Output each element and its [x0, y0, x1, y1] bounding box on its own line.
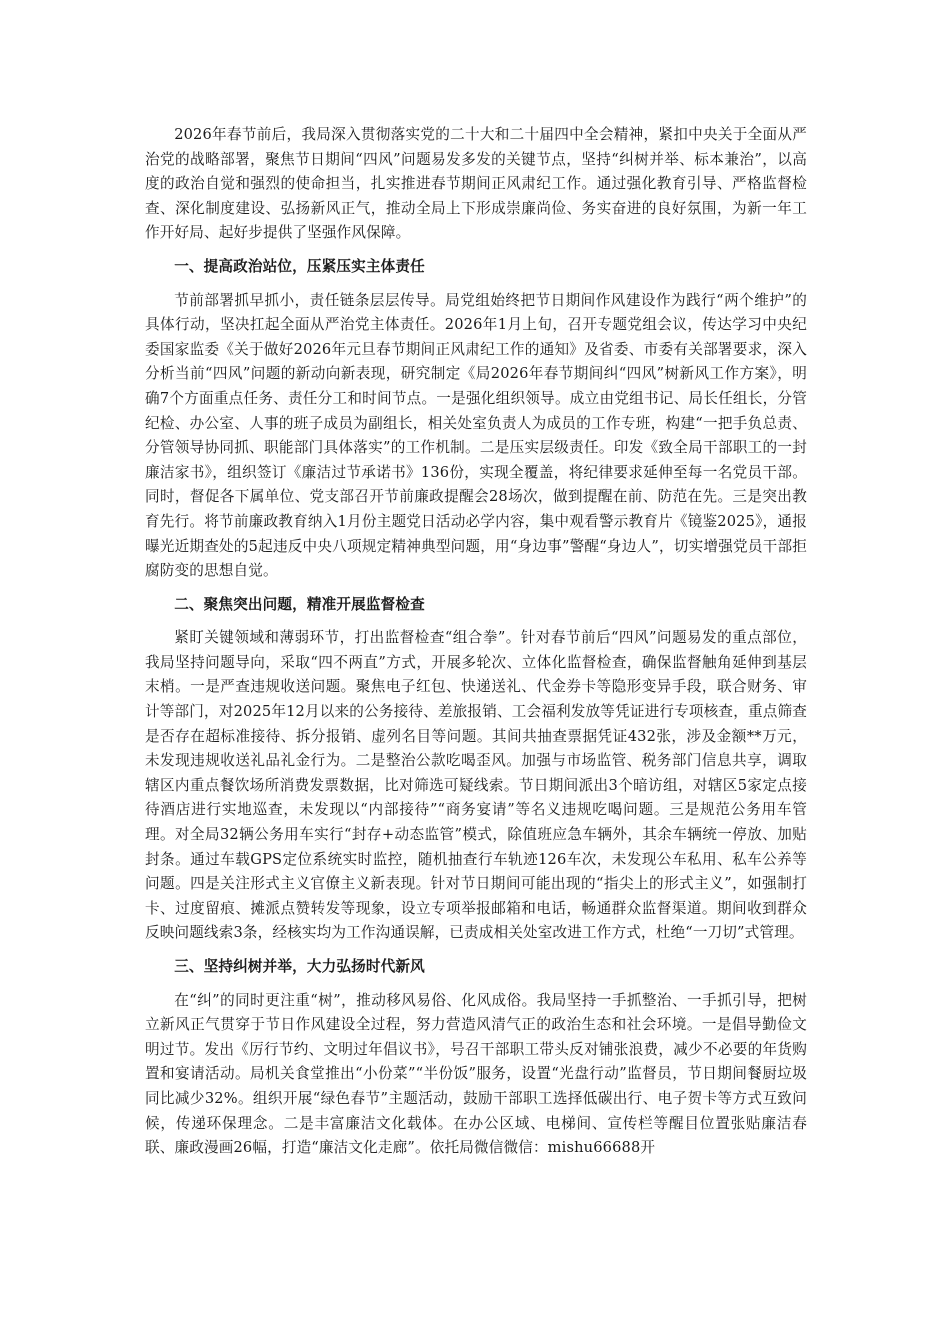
intro-paragraph: 2026年春节前后，我局深入贯彻落实党的二十大和二十届四中全会精神，紧扣中央关于全面从严治党的战略部署，聚焦节日期间“四风”问题易发多发的关键节点，坚持“纠树并举、标本兼治”，以高度的政治自觉和强烈的使命担当，扎实推进春节期间正风肃纪工作。通过强化教育引导、严格监督检查、深化制度建设、弘扬新风正气，推动全局上下形成崇廉尚俭、务实奋进的良好氛围，为新一年工作开好局、起好步提供了坚强作风保障。 — [145, 126, 807, 242]
document-body — [145, 123, 807, 1161]
section-3-heading: 三、坚持纠树并举，大力弘扬时代新风 — [174, 958, 425, 975]
section-3-paragraph: 在“纠”的同时更注重“树”，推动移风易俗、化风成俗。我局坚持一手抓整治、一手抓引导，把树立新风正气贯穿于节日作风建设全过程，努力营造风清气正的政治生态和社会环境。一是倡导勤俭文明过节。发出《厉行节约、文明过年倡议书》，号召干部职工带头反对铺张浪费，减少不必要的年货购置和宴请活动。局机关食堂推出“小份菜”“半份饭”服务，设置“光盘行动”监督员，节日期间餐厨垃圾同比减少32%。组织开展“绿色春节”主题活动，鼓励干部职工选择低碳出行、电子贺卡等方式互致问候，传递环保理念。二是丰富廉洁文化载体。在办公区域、电梯间、宣传栏等醒目位置张贴廉洁春联、廉政漫画26幅，打造“廉洁文化走廊”。依托局微信微信：mishu66688开 — [145, 991, 807, 1157]
section-1-paragraph: 节前部署抓早抓小，责任链条层层传导。局党组始终把节日期间作风建设作为践行“两个维护”的具体行动，坚决扛起全面从严治党主体责任。2026年1月上旬，召开专题党组会议，传达学习中央纪委国家监委《关于做好2026年元旦春节期间正风肃纪工作的通知》及省委、市委有关部署要求，深入分析当前“四风”问题的新动向新表现，研究制定《局2026年春节期间纠“四风”树新风工作方案》，明确7个方面重点任务、责任分工和时间节点。一是强化组织领导。成立由党组书记、局长任组长，分管纪检、办公室、人事的班子成员为副组长，相关处室负责人为成员的工作专班，构建“一把手负总责、分管领导协同抓、职能部门具体落实”的工作机制。二是压实层级责任。印发《致全局干部职工的一封廉洁家书》，组织签订《廉洁过节承诺书》136份，实现全覆盖，将纪律要求延伸至每一名党员干部。同时，督促各下属单位、党支部召开节前廉政提醒会28场次，做到提醒在前、防范在先。三是突出教育先行。将节前廉政教育纳入1月份主题党日活动必学内容，集中观看警示教育片《镜鉴2025》，通报曝光近期查处的5起违反中央八项规定精神典型问题，用“身边事”警醒“身边人”，切实增强党员干部拒腐防变的思想自觉。 — [145, 291, 807, 580]
section-2-paragraph: 紧盯关键领域和薄弱环节，打出监督检查“组合拳”。针对春节前后“四风”问题易发的重点部位，我局坚持问题导向，采取“四不两直”方式，开展多轮次、立体化监督检查，确保监督触角延伸到基层末梢。一是严查违规收送问题。聚焦电子红包、快递送礼、代金券卡等隐形变异手段，联合财务、审计等部门，对2025年12月以来的公务接待、差旅报销、工会福利发放等凭证进行专项核查，重点筛查是否存在超标准接待、拆分报销、虚列名目等问题。其间共抽查票据凭证432张，涉及金额**万元，未发现违规收送礼品礼金行为。二是整治公款吃喝歪风。加强与市场监管、税务部门信息共享，调取辖区内重点餐饮场所消费发票数据，比对筛选可疑线索。节日期间派出3个暗访组，对辖区5家定点接待酒店进行实地巡查，未发现以“内部接待”“商务宴请”等名义违规吃喝问题。三是规范公务用车管理。对全局32辆公务用车实行“封存+动态监管”模式，除值班应急车辆外，其余车辆统一停放、加贴封条。通过车载GPS定位系统实时监控，随机抽查行车轨迹126车次，未发现公车私用、私车公养等问题。四是关注形式主义官僚主义新表现。针对节日期间可能出现的“指尖上的形式主义”，如强制打卡、过度留痕、摊派点赞转发等现象，设立专项举报邮箱和电话，畅通群众监督渠道。期间收到群众反映问题线索3条，经核实均为工作沟通误解，已责成相关处室改进工作方式，杜绝“一刀切”式管理。 — [145, 629, 807, 942]
section-1-heading: 一、提高政治站位，压紧压实主体责任 — [174, 257, 425, 275]
section-2-heading: 二、聚焦突出问题，精准开展监督检查 — [174, 595, 425, 613]
